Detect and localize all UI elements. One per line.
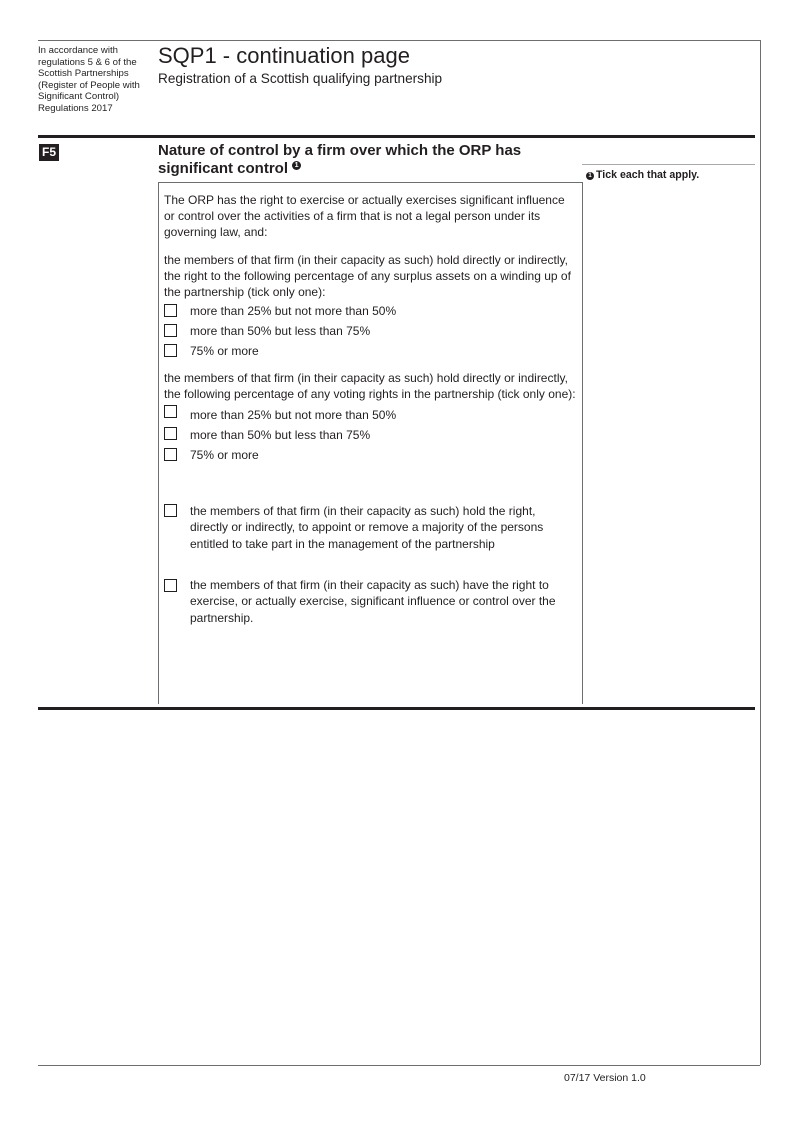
regulation-note: In accordance with regulations 5 & 6 of the Scottish Partnerships (Register of People with Significant Control) Regulations 2017 xyxy=(38,45,140,114)
voting-rights-75-plus-checkbox[interactable] xyxy=(164,448,177,461)
info-icon: 1 xyxy=(292,161,301,170)
voting-rights-question: the members of that firm (in their capacity as such) hold directly or indirectly, the following percentage of any voting rights in the partnership (tick only one): xyxy=(164,371,576,402)
form-title: SQP1 - continuation page xyxy=(158,43,410,68)
form-subtitle: Registration of a Scottish qualifying partnership xyxy=(158,71,443,86)
surplus-assets-50-75-label: more than 50% but less than 75% xyxy=(190,324,371,338)
section-heading xyxy=(158,142,578,178)
surplus-assets-25-50-label: more than 25% but not more than 50% xyxy=(190,304,397,318)
voting-rights-50-75-checkbox[interactable] xyxy=(164,427,177,440)
page-frame-right xyxy=(760,40,761,1065)
section-divider-bottom xyxy=(38,707,755,710)
content-box-right-border xyxy=(582,182,583,704)
section-badge: F5 xyxy=(39,144,59,161)
surplus-assets-75-plus-label: 75% or more xyxy=(190,344,259,358)
heading-underline xyxy=(158,182,582,183)
section-heading-text: Nature of control by a firm over which the ORP has significant control xyxy=(158,142,522,177)
page-frame-bottom xyxy=(38,1065,760,1066)
voting-rights-75-plus-label: 75% or more xyxy=(190,448,259,462)
voting-rights-25-50-label: more than 25% but not more than 50% xyxy=(190,408,397,422)
guidance-divider xyxy=(582,164,755,165)
significant-influence-text: the members of that firm (in their capacity as such) have the right to exercise, or actually exercise, significant influence or control over the partnership. xyxy=(190,578,556,625)
surplus-assets-75-plus-checkbox[interactable] xyxy=(164,344,177,357)
appoint-remove-text: the members of that firm (in their capacity as such) hold the right, directly or indirectly, to appoint or remove a majority of the persons entitled to take part in the management of the partnership xyxy=(190,504,544,551)
info-icon: 1 xyxy=(586,172,594,180)
guidance-note xyxy=(586,169,699,182)
surplus-assets-question: the members of that firm (in their capacity as such) hold directly or indirectly, the right to the following percentage of any surplus assets on a winding up of the partnership (tick only one): xyxy=(164,253,571,300)
surplus-assets-25-50-checkbox[interactable] xyxy=(164,304,177,317)
guidance-text: Tick each that apply. xyxy=(596,169,700,181)
surplus-assets-50-75-checkbox[interactable] xyxy=(164,324,177,337)
content-box-left-border xyxy=(158,182,159,704)
voting-rights-50-75-label: more than 50% but less than 75% xyxy=(190,428,371,442)
significant-influence-checkbox[interactable] xyxy=(164,579,177,592)
section-divider-top xyxy=(38,135,755,138)
footer-version: 07/17 Version 1.0 xyxy=(564,1072,646,1084)
page-frame-top xyxy=(38,40,760,41)
appoint-remove-checkbox[interactable] xyxy=(164,504,177,517)
voting-rights-25-50-checkbox[interactable] xyxy=(164,405,177,418)
intro-text: The ORP has the right to exercise or actually exercises significant influence or control over the activities of a firm that is not a legal person under its governing law, and: xyxy=(164,193,565,240)
